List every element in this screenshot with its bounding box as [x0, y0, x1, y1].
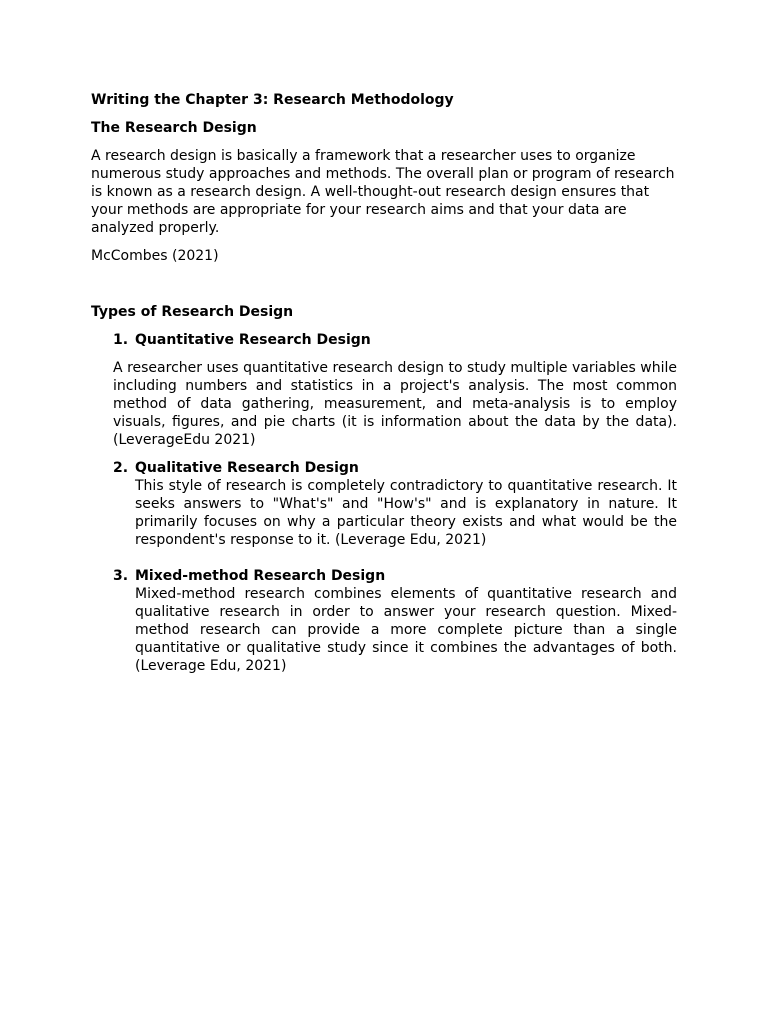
- research-design-paragraph: A research design is basically a framework that a researcher uses to organize numerous study approaches and methods. The overall plan or program of research is known as a research design. A well-thought-out research design ensures that your methods are appropriate for your research aims and that your data are analyzed properly.: [91, 148, 675, 236]
- list-item-title: Qualitative Research Design: [135, 460, 359, 476]
- list-item-number: 3.: [113, 568, 129, 584]
- list-item-title: Mixed-method Research Design: [135, 568, 386, 584]
- list-item-quantitative: [113, 331, 677, 349]
- document-title: Writing the Chapter 3: Research Methodology: [91, 92, 454, 108]
- list-item-mixed-method: [113, 567, 677, 675]
- section-heading-types: Types of Research Design: [91, 304, 294, 320]
- list-item-number: 2.: [113, 460, 129, 476]
- list-item-number: 1.: [113, 332, 129, 348]
- list-item-body-mixed-method: Mixed-method research combines elements of quantitative research and qualitative research in order to answer your research question. Mixed-method research can provide a more complete picture than a single quantitative or qualitative study since it combines the advantages of both. (Leverage Edu, 2021): [135, 586, 677, 674]
- list-item-body-qualitative: This style of research is completely contradictory to quantitative research. It seeks answers to "What's" and "How's" and is explanatory in nature. It primarily focuses on why a particular theory exists and what would be the respondent's response to it. (Leverage Edu, 2021): [135, 478, 677, 548]
- section-heading-research-design: The Research Design: [91, 120, 257, 136]
- list-item-title: Quantitative Research Design: [135, 332, 371, 348]
- document-page: [91, 91, 677, 675]
- research-design-citation: McCombes (2021): [91, 248, 219, 264]
- list-item-body-quantitative: A researcher uses quantitative research design to study multiple variables while including numbers and statistics in a project's analysis. The most common method of data gathering, measurement, and meta-analysis is to employ visuals, figures, and pie charts (it is information about the data by the data). (LeverageEdu 2021): [113, 360, 677, 448]
- list-item-qualitative: [113, 459, 677, 549]
